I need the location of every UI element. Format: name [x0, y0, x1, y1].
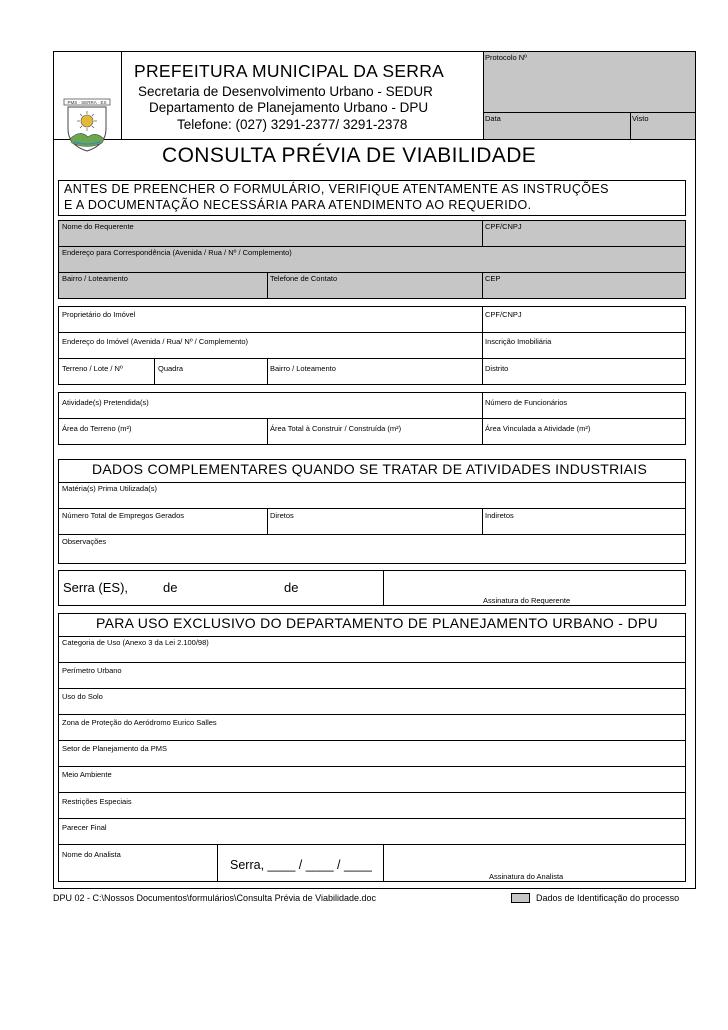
- instructions-line1: ANTES DE PREENCHER O FORMULÁRIO, VERIFIQUE ATENTAMENTE AS INSTRUÇÕES: [64, 182, 609, 196]
- phone: Telefone: (027) 3291-2377/ 3291-2378: [177, 117, 408, 132]
- materia-label: Matéria(s) Prima Utilizada(s): [62, 484, 158, 493]
- dpu-row-7-label: Restrições Especiais: [62, 797, 132, 806]
- footer-path: DPU 02 - C:\Nossos Documentos\formulários\Consulta Prévia de Viabilidade.doc: [53, 893, 376, 903]
- logo: [62, 97, 112, 153]
- dpu-row-4-label: Zona de Proteção do Aeródromo Eurico Salles: [62, 718, 217, 727]
- area-total-label: Área Total à Construir / Construída (m²): [270, 424, 402, 433]
- atividades-label: Atividade(s) Pretendida(s): [62, 398, 149, 407]
- analista-date: Serra, ____ / ____ / ____: [230, 858, 372, 872]
- secretariat: Secretaria de Desenvolvimento Urbano - SEDUR: [138, 84, 433, 99]
- telefone-label: Telefone de Contato: [270, 274, 338, 283]
- diretos-label: Diretos: [270, 511, 294, 520]
- dpu-row-3-label: Uso do Solo: [62, 692, 103, 701]
- cep-label: CEP: [485, 274, 501, 283]
- requerente-signature-label: Assinatura do Requerente: [483, 596, 571, 605]
- svg-text:PMS · SERRA · ES: PMS · SERRA · ES: [67, 100, 107, 105]
- nome-requerente-label: Nome do Requerente: [62, 222, 134, 231]
- endereco-corresp-label: Endereço para Correspondência (Avenida / Rua / Nº / Complemento): [62, 248, 292, 257]
- dpu-row-7[interactable]: [58, 792, 686, 819]
- endereco-imovel-label: Endereço do Imóvel (Avenida / Rua/ Nº / Complemento): [62, 337, 249, 346]
- proprietario-label: Proprietário do Imóvel: [62, 310, 136, 319]
- dpu-row-1-label: Categoria de Uso (Anexo 3 da Lei 2.100/98): [62, 638, 209, 647]
- distrito-field[interactable]: [482, 358, 686, 385]
- bairro1-label: Bairro / Loteamento: [62, 274, 128, 283]
- signature-city: Serra (ES),: [63, 580, 129, 595]
- dpu-heading: PARA USO EXCLUSIVO DO DEPARTAMENTO DE PLANEJAMENTO URBANO - DPU: [96, 615, 658, 631]
- coat-of-arms-icon: [62, 97, 112, 153]
- area-terreno-label: Área do Terreno (m²): [62, 424, 132, 433]
- analista-label: Nome do Analista: [62, 850, 121, 859]
- observacoes-label: Observações: [62, 537, 107, 546]
- observacoes-field[interactable]: [58, 534, 686, 564]
- num-funcionarios-label: Número de Funcionários: [485, 398, 568, 407]
- terreno-label: Terreno / Lote / Nº: [62, 364, 123, 373]
- inscricao-label: Inscrição Imobiliária: [485, 337, 552, 346]
- dpu-row-5-label: Setor de Planejamento da PMS: [62, 744, 168, 753]
- cep-field[interactable]: [482, 272, 686, 299]
- indiretos-label: Indiretos: [485, 511, 514, 520]
- distrito-label: Distrito: [485, 364, 509, 373]
- date-label: Data: [485, 114, 501, 123]
- cpf2-label: CPF/CNPJ: [485, 310, 522, 319]
- diretos-field[interactable]: [267, 508, 483, 535]
- area-vinculada-label: Área Vinculada a Atividade (m²): [485, 424, 591, 433]
- dpu-row-2[interactable]: [58, 662, 686, 689]
- org-name: PREFEITURA MUNICIPAL DA SERRA: [134, 61, 445, 81]
- legend-swatch: [511, 893, 530, 903]
- cpf1-label: CPF/CNPJ: [485, 222, 522, 231]
- dpu-row-8-label: Parecer Final: [62, 823, 107, 832]
- empregos-label: Número Total de Empregos Gerados: [62, 511, 185, 520]
- visto-label: Visto: [632, 114, 649, 123]
- dpu-row-3[interactable]: [58, 688, 686, 715]
- dpu-row-6-label: Meio Ambiente: [62, 770, 112, 779]
- department: Departamento de Planejamento Urbano - DPU: [149, 100, 429, 115]
- page-title: CONSULTA PRÉVIA DE VIABILIDADE: [162, 144, 537, 167]
- dpu-row-6[interactable]: [58, 766, 686, 793]
- bairro2-label: Bairro / Loteamento: [270, 364, 336, 373]
- date-field[interactable]: [483, 112, 631, 140]
- analista-signature-label: Assinatura do Analista: [489, 872, 564, 881]
- quadra-label: Quadra: [158, 364, 184, 373]
- dpu-row-8[interactable]: [58, 818, 686, 845]
- dpu-row-2-label: Perímetro Urbano: [62, 666, 122, 675]
- industrial-heading: DADOS COMPLEMENTARES QUANDO SE TRATAR DE ATIVIDADES INDUSTRIAIS: [92, 461, 648, 477]
- protocol-label: Protocolo Nº: [485, 53, 527, 62]
- signature-de2: de: [284, 580, 299, 595]
- header-divider-v: [121, 51, 122, 140]
- instructions-line2: E A DOCUMENTAÇÃO NECESSÁRIA PARA ATENDIMENTO AO REQUERIDO.: [64, 198, 532, 212]
- signature-de1: de: [163, 580, 178, 595]
- legend-label: Dados de Identificação do processo: [536, 893, 680, 903]
